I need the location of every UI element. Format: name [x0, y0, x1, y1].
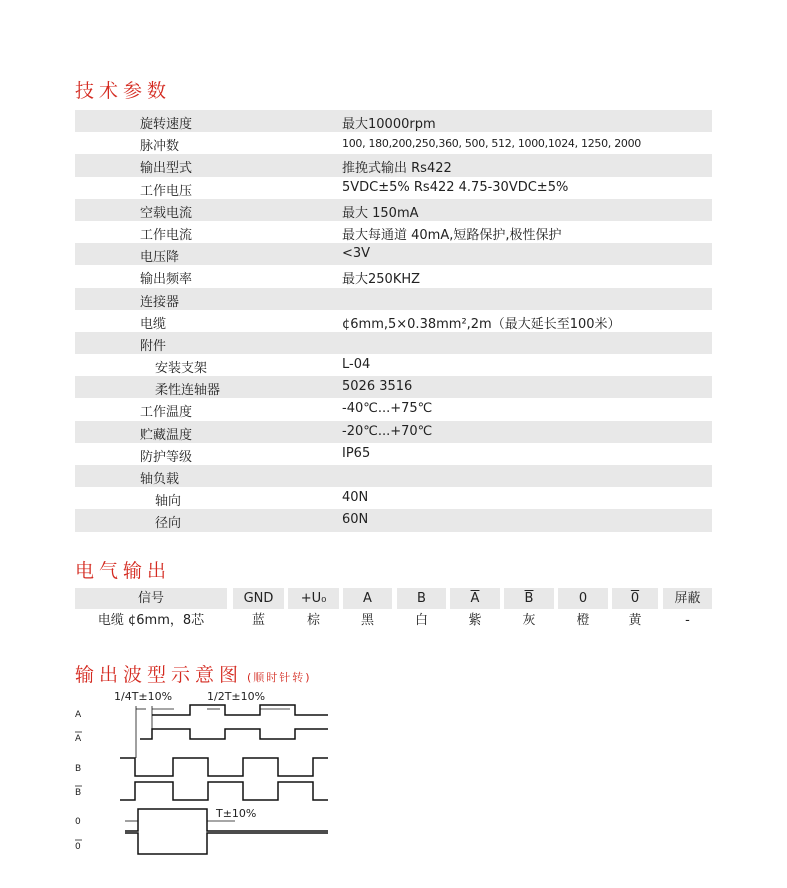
wire-color: -: [685, 613, 690, 628]
spec-label: 轴向: [155, 494, 182, 510]
spec-label: 柔性连轴器: [155, 383, 221, 399]
spec-row: [75, 376, 712, 398]
spec-label: 附件: [140, 338, 167, 354]
spec-value: 100, 180,200,250,360, 500, 512, 1000,1024, 1250, 2000: [342, 137, 641, 151]
wire-color: 灰: [522, 613, 536, 628]
spec-label: 工作电流: [140, 227, 193, 243]
wire-color: 紫: [468, 613, 482, 628]
spec-label: 安装支架: [155, 361, 208, 377]
spec-label: 径向: [155, 516, 182, 532]
channel-label: B: [75, 788, 82, 798]
channel-label: 0: [75, 817, 81, 827]
spec-row: [75, 354, 712, 376]
electrical-output-table: [75, 588, 712, 632]
signal-name: +U₀: [288, 588, 339, 609]
spec-row: [75, 221, 712, 243]
spec-label: 贮藏温度: [140, 427, 193, 443]
spec-label: 电缆: [140, 316, 167, 332]
signal-name: 屏蔽: [663, 588, 712, 609]
spec-row: [75, 443, 712, 465]
spec-value: 40N: [342, 490, 369, 506]
channel-label: B: [75, 764, 82, 774]
wave-zero-bar: [125, 833, 328, 854]
spec-value: 最大10000rpm: [342, 117, 436, 132]
spec-section-title: 技术参数: [75, 80, 172, 102]
spec-label: 输出频率: [140, 272, 193, 288]
spec-label: 工作温度: [140, 405, 193, 421]
spec-row: [75, 332, 712, 354]
spec-label: 电压降: [140, 250, 180, 266]
wire-color: 黄: [628, 613, 642, 628]
cable-label: 电缆 ¢6mm，8芯: [97, 613, 205, 628]
signal-name: $\overline{A}$: [450, 588, 500, 609]
period-annotation: T±10%: [216, 807, 257, 820]
signal-name: A: [343, 588, 392, 609]
waveform-section-title: [75, 660, 312, 687]
signal-name: GND: [233, 588, 284, 609]
spec-label: 连接器: [140, 294, 180, 310]
spec-row: [75, 110, 712, 132]
spec-value: 5026 3516: [342, 379, 413, 395]
spec-label: 工作电压: [140, 183, 193, 199]
spec-value: <3V: [342, 246, 371, 262]
spec-row: [75, 243, 712, 265]
spec-row: [75, 288, 712, 310]
spec-row: [75, 265, 712, 287]
spec-row: [75, 421, 712, 443]
spec-label: 脉冲数: [140, 139, 180, 155]
wire-color: 白: [414, 613, 428, 628]
spec-row: [75, 487, 712, 509]
spec-label: 输出型式: [140, 161, 193, 177]
wire-color: 棕: [306, 613, 320, 628]
spec-value: 最大 150mA: [342, 205, 419, 221]
spec-label: 旋转速度: [140, 117, 193, 132]
spec-row: [75, 465, 712, 487]
wire-color: 黑: [360, 613, 374, 628]
spec-label: 防护等级: [140, 449, 193, 465]
signal-name: $\overline{B}$: [504, 588, 554, 609]
electrical-header-row: [75, 588, 712, 610]
electrical-section-title: 电气输出: [75, 560, 172, 582]
half-period-annotation: 1/2T±10%: [207, 690, 266, 703]
signal-name: 0: [558, 588, 608, 609]
spec-value: 最大每通道 40mA,短路保护,极性保护: [342, 227, 562, 243]
spec-label: 轴负载: [140, 472, 180, 487]
wave-b: [120, 758, 328, 776]
wire-color: 蓝: [251, 613, 265, 628]
spec-row: [75, 132, 712, 154]
spec-value: -40℃...+75℃: [342, 401, 433, 417]
spec-value: 5VDC±5% Rs422 4.75-30VDC±5%: [342, 179, 569, 195]
signal-name: 0: [612, 588, 658, 609]
spec-value: L-04: [342, 357, 371, 373]
wire-color: 橙: [576, 613, 590, 628]
spec-value: -20℃...+70℃: [342, 423, 433, 439]
channel-label: 0: [75, 842, 81, 852]
spec-row: [75, 154, 712, 176]
spec-label: 空载电流: [140, 205, 193, 221]
wave-a-bar: [140, 729, 328, 739]
spec-value: 推挽式输出 Rs422: [342, 161, 452, 177]
wave-a: [152, 705, 328, 715]
spec-table: [75, 110, 712, 532]
spec-row: [75, 177, 712, 199]
electrical-color-row: [75, 610, 712, 632]
signal-name: B: [397, 588, 446, 609]
spec-value: IP65: [342, 445, 371, 461]
spec-row: [75, 310, 712, 332]
quarter-period-annotation: 1/4T±10%: [114, 690, 173, 703]
channel-label: A: [75, 710, 82, 720]
signal-header-label: 信号: [75, 588, 227, 609]
waveform-title: 输出波型示意图: [75, 664, 244, 686]
spec-value: 最大250KHZ: [342, 272, 421, 288]
spec-row: [75, 398, 712, 420]
waveform-subtitle: (顺时针转): [247, 671, 312, 684]
spec-value: ¢6mm,5×0.38mm²,2m（最大延长至100米）: [342, 316, 621, 332]
spec-row: [75, 509, 712, 531]
spec-value: 60N: [342, 512, 369, 528]
waveform-diagram: [70, 688, 340, 863]
channel-label: A: [75, 734, 82, 744]
wave-b-bar: [120, 782, 328, 800]
spec-row: [75, 199, 712, 221]
